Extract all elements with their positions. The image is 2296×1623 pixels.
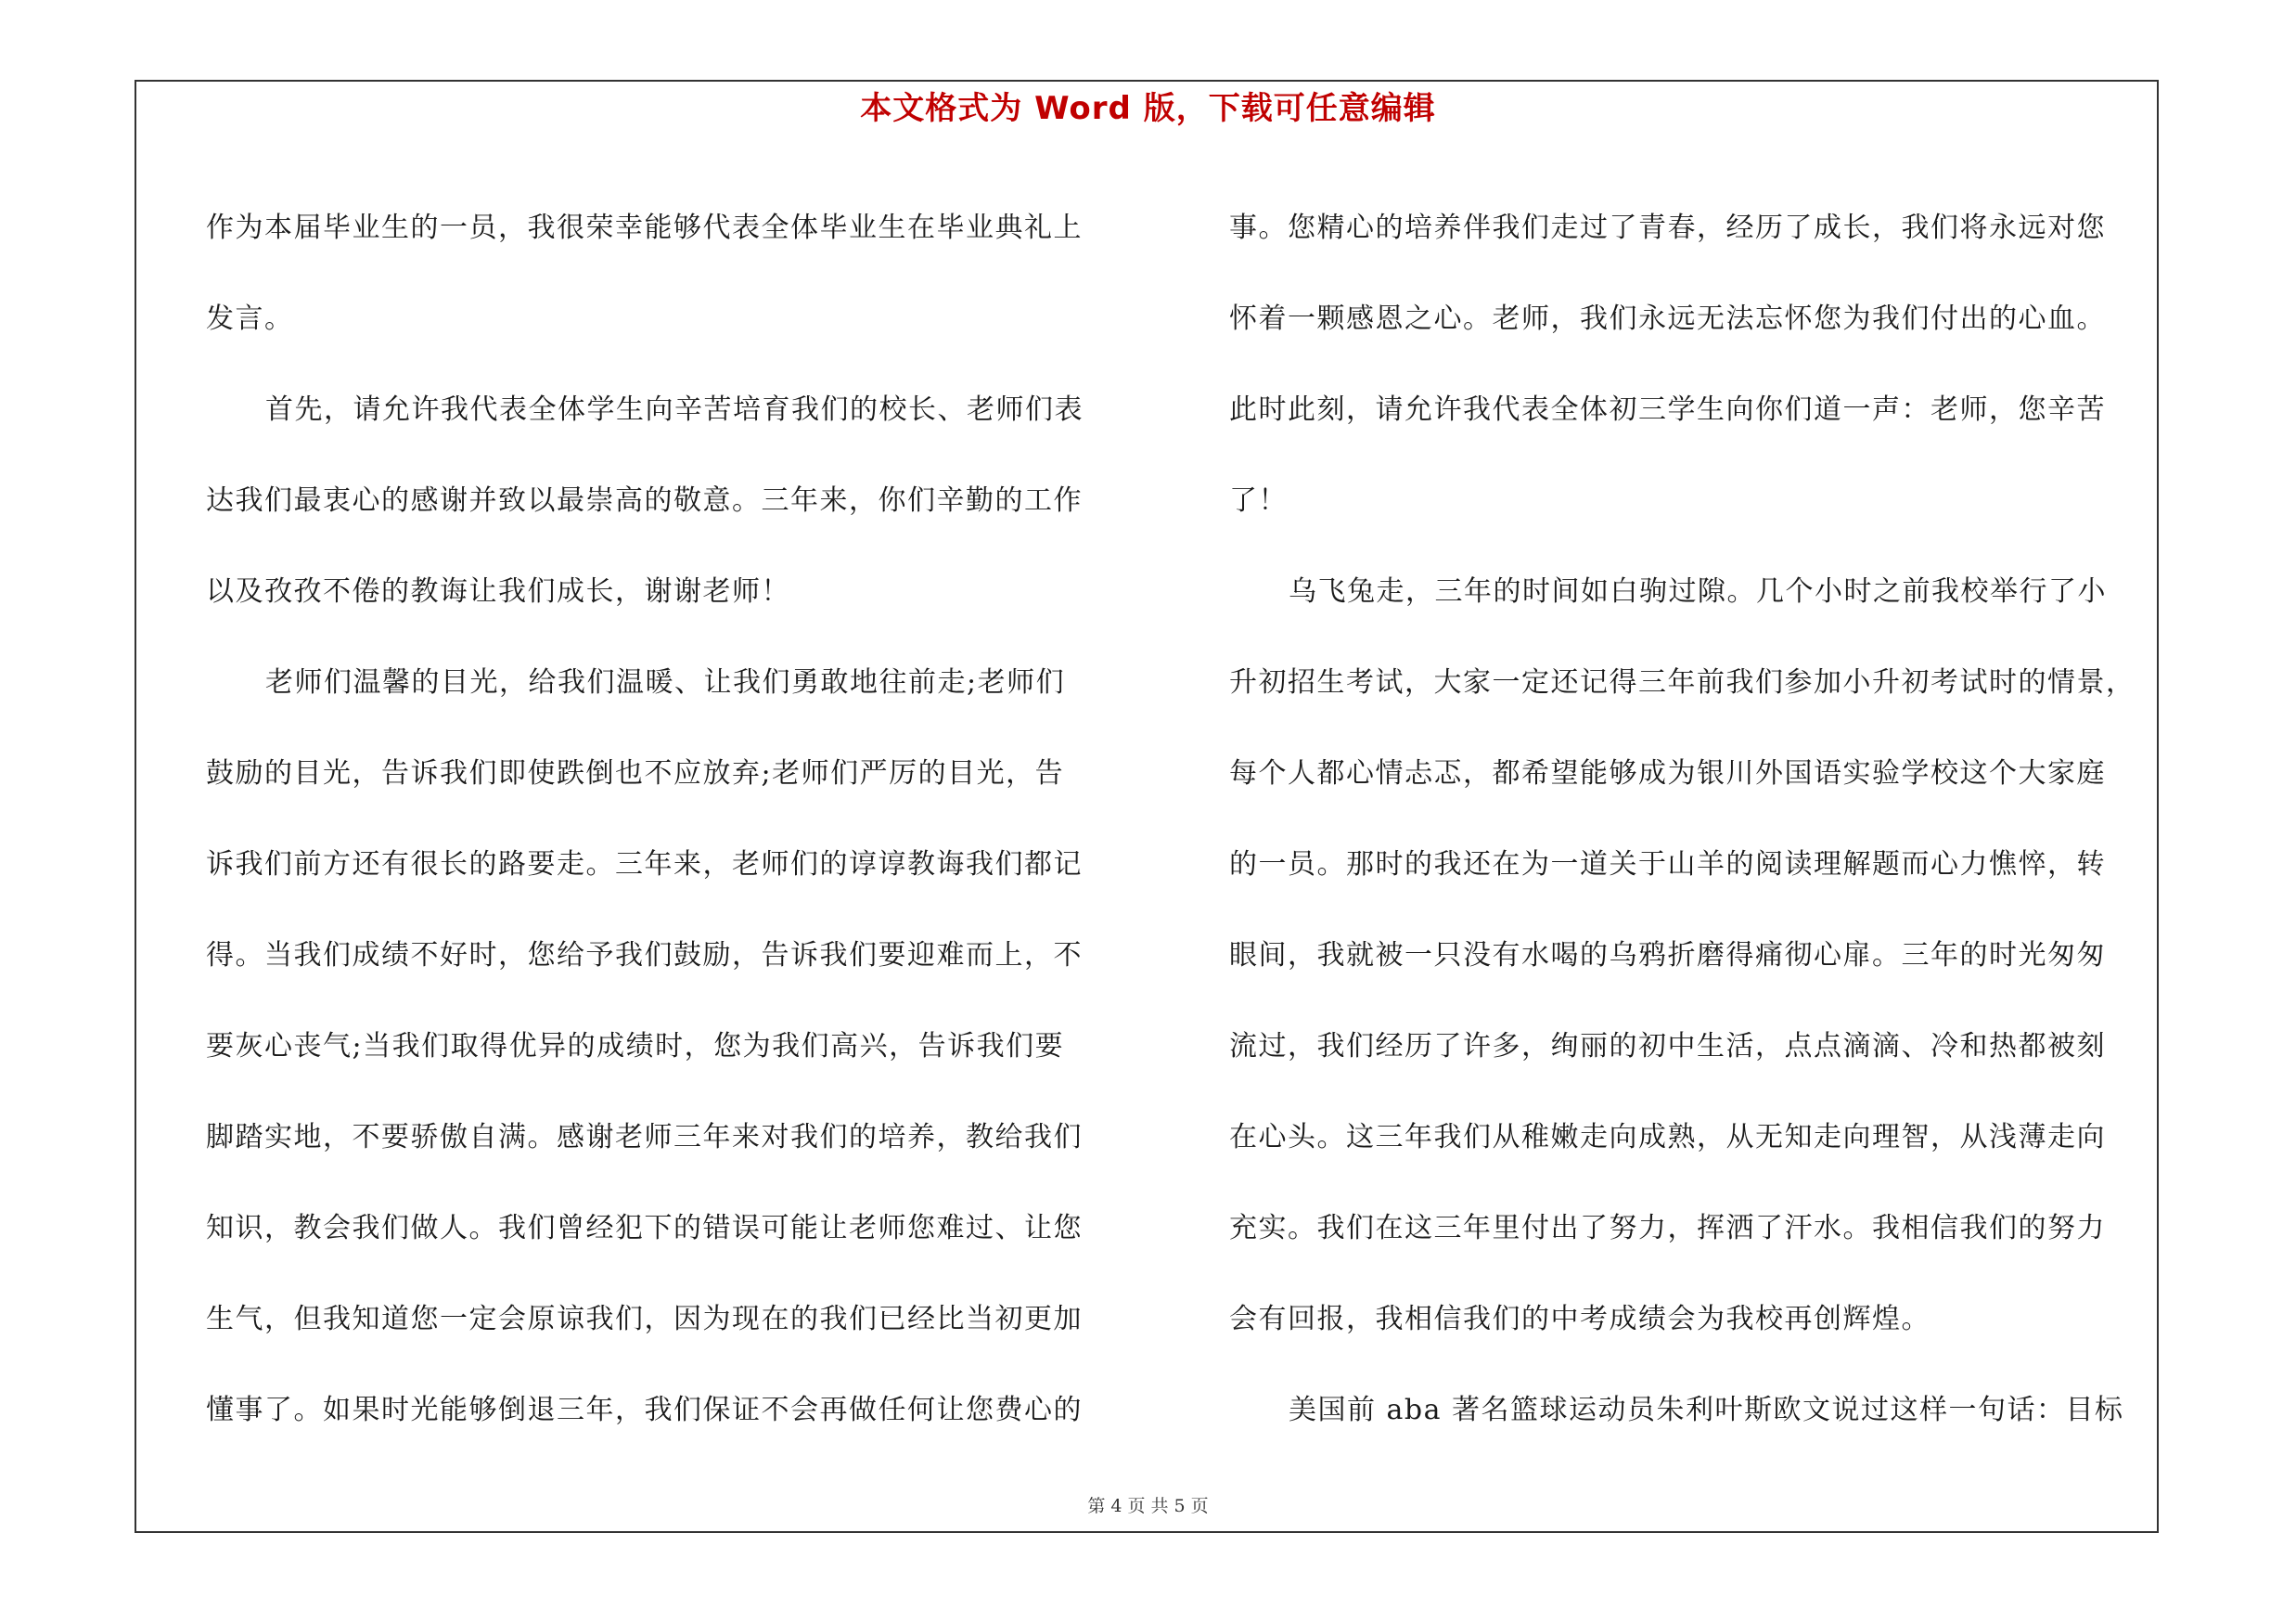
text-line: 得。当我们成绩不好时，您给予我们鼓励，告诉我们要迎难而上，不 bbox=[206, 939, 1083, 972]
text-line: 此时此刻，请允许我代表全体初三学生向你们道一声：老师，您辛苦 bbox=[1229, 393, 2106, 426]
text-line: 发言。 bbox=[206, 303, 294, 335]
text-line: 充实。我们在这三年里付出了努力，挥洒了汗水。我相信我们的努力 bbox=[1229, 1212, 2106, 1244]
text-line: 事。您精心的培养伴我们走过了青春，经历了成长，我们将永远对您 bbox=[1229, 212, 2106, 244]
text-line: 知识，教会我们做人。我们曾经犯下的错误可能让老师您难过、让您 bbox=[206, 1212, 1083, 1244]
text-line: 会有回报，我相信我们的中考成绩会为我校再创辉煌。 bbox=[1229, 1303, 1930, 1335]
text-line: 诉我们前方还有很长的路要走。三年来，老师们的谆谆教诲我们都记 bbox=[206, 848, 1083, 881]
text-line: 了！ bbox=[1229, 484, 1288, 517]
text-line: 老师们温馨的目光，给我们温暖、让我们勇敢地往前走;老师们 bbox=[265, 666, 1066, 699]
text-line: 每个人都心情忐忑，都希望能够成为银川外国语实验学校这个大家庭 bbox=[1229, 757, 2106, 790]
page-number-footer: 第 4 页 共 5 页 bbox=[1087, 1496, 1209, 1516]
text-line: 流过，我们经历了许多，绚丽的初中生活，点点滴滴、冷和热都被刻 bbox=[1229, 1030, 2106, 1063]
text-line: 的一员。那时的我还在为一道关于山羊的阅读理解题而心力憔悴，转 bbox=[1229, 848, 2106, 881]
text-line: 要灰心丧气;当我们取得优异的成绩时，您为我们高兴，告诉我们要 bbox=[206, 1030, 1065, 1063]
text-line: 眼间，我就被一只没有水喝的乌鸦折磨得痛彻心扉。三年的时光匆匆 bbox=[1229, 939, 2106, 972]
left-text-column bbox=[206, 183, 1124, 1456]
text-line: 生气，但我知道您一定会原谅我们，因为现在的我们已经比当初更加 bbox=[206, 1303, 1083, 1335]
text-line: 首先，请允许我代表全体学生向辛苦培育我们的校长、老师们表 bbox=[265, 393, 1084, 426]
right-text-column bbox=[1229, 183, 2148, 1456]
text-line: 升初招生考试，大家一定还记得三年前我们参加小升初考试时的情景， bbox=[1229, 666, 2136, 699]
text-line: 脚踏实地，不要骄傲自满。感谢老师三年来对我们的培养，教给我们 bbox=[206, 1121, 1083, 1153]
text-line: 懂事了。如果时光能够倒退三年，我们保证不会再做任何让您费心的 bbox=[206, 1394, 1083, 1426]
text-line: 怀着一颗感恩之心。老师，我们永远无法忘怀您为我们付出的心血。 bbox=[1229, 303, 2106, 335]
text-line: 达我们最衷心的感谢并致以最崇高的敬意。三年来，你们辛勤的工作 bbox=[206, 484, 1083, 517]
text-line: 在心头。这三年我们从稚嫩走向成熟，从无知走向理智，从浅薄走向 bbox=[1229, 1121, 2106, 1153]
text-line: 美国前 aba 著名篮球运动员朱利叶斯欧文说过这样一句话：目标 bbox=[1289, 1394, 2124, 1426]
text-line: 以及孜孜不倦的教诲让我们成长，谢谢老师！ bbox=[206, 575, 790, 608]
document-header-title: 本文格式为 Word 版，下载可任意编辑 bbox=[860, 90, 1436, 127]
text-line: 鼓励的目光，告诉我们即使跌倒也不应放弃;老师们严厉的目光，告 bbox=[206, 757, 1065, 790]
text-line: 乌飞兔走，三年的时间如白驹过隙。几个小时之前我校举行了小 bbox=[1289, 575, 2107, 608]
text-line: 作为本届毕业生的一员，我很荣幸能够代表全体毕业生在毕业典礼上 bbox=[206, 212, 1083, 244]
